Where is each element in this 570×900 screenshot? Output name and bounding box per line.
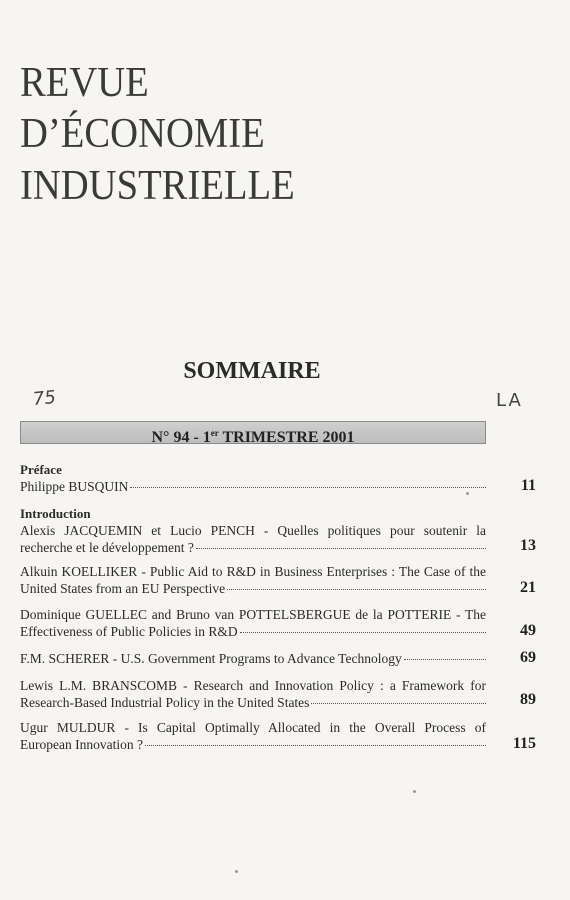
toc-section-heading: Préface	[20, 462, 62, 477]
toc-entry-muldur	[20, 719, 486, 753]
toc-entry-text: Lewis L.M. BRANSCOMB - Research and Innovation Policy : a Framework for	[20, 678, 486, 693]
dot-leader	[196, 548, 486, 549]
toc-entry-text: Dominique GUELLEC and Bruno van POTTELSBERGUE de la POTTERIE - The	[20, 607, 486, 622]
issue-sup: er	[210, 428, 219, 438]
toc-entry-text: Philippe BUSQUIN	[20, 479, 129, 494]
issue-prefix: N° 94 - 1	[151, 429, 211, 446]
scan-speck	[466, 492, 469, 495]
issue-suffix: TRIMESTRE 2001	[218, 429, 355, 446]
toc-entry-text: recherche et le développement ?	[20, 540, 194, 555]
handwritten-note-right: LA	[496, 390, 523, 411]
toc-entry-text: European Innovation ?	[20, 737, 143, 752]
toc-page-number: 69	[520, 649, 536, 666]
journal-title-line-3: INDUSTRIELLE	[20, 163, 295, 209]
journal-title-line-2: D’ÉCONOMIE	[20, 111, 265, 157]
journal-title-line-1: REVUE	[20, 60, 149, 106]
toc-entry-text: F.M. SCHERER - U.S. Government Programs to Advance Technology	[20, 651, 402, 666]
toc-entry-koelliker	[20, 563, 486, 597]
toc-entry-text: Research-Based Industrial Policy in the United States	[20, 695, 310, 710]
toc-entry-guellec	[20, 606, 486, 640]
toc-page-number: 89	[520, 691, 536, 708]
sommaire-heading: SOMMAIRE	[183, 358, 321, 384]
dot-leader	[311, 703, 486, 704]
toc-page-number: 11	[520, 477, 536, 494]
toc-entry-text: Alkuin KOELLIKER - Public Aid to R&D in Business Enterprises : The Case of the	[20, 564, 486, 579]
toc-entry-scherer	[20, 650, 486, 667]
toc-entry-text: United States from an EU Perspective	[20, 581, 226, 596]
toc-entry-text: Alexis JACQUEMIN et Lucio PENCH - Quelles politiques pour soutenir la	[20, 523, 486, 538]
toc-entry-text: Ugur MULDUR - Is Capital Optimally Allocated in the Overall Process of	[20, 720, 486, 735]
toc-page-number: 115	[512, 735, 536, 752]
handwritten-note-left: 75	[31, 386, 57, 411]
toc-entry-introduction	[20, 505, 486, 556]
toc-entry-branscomb	[20, 677, 486, 711]
issue-banner	[20, 421, 486, 444]
toc-page-number: 49	[520, 622, 536, 639]
dot-leader	[404, 659, 486, 660]
dot-leader	[145, 745, 486, 746]
scan-speck	[235, 870, 238, 873]
toc-page-number: 13	[520, 537, 536, 554]
toc-section-heading: Introduction	[20, 506, 91, 521]
dot-leader	[227, 589, 486, 590]
dot-leader	[240, 632, 486, 633]
toc-page-number: 21	[520, 579, 536, 596]
toc-entry-text: Effectiveness of Public Policies in R&D	[20, 624, 238, 639]
scan-speck	[413, 790, 416, 793]
toc-entry-preface	[20, 461, 486, 495]
dot-leader	[130, 487, 486, 488]
